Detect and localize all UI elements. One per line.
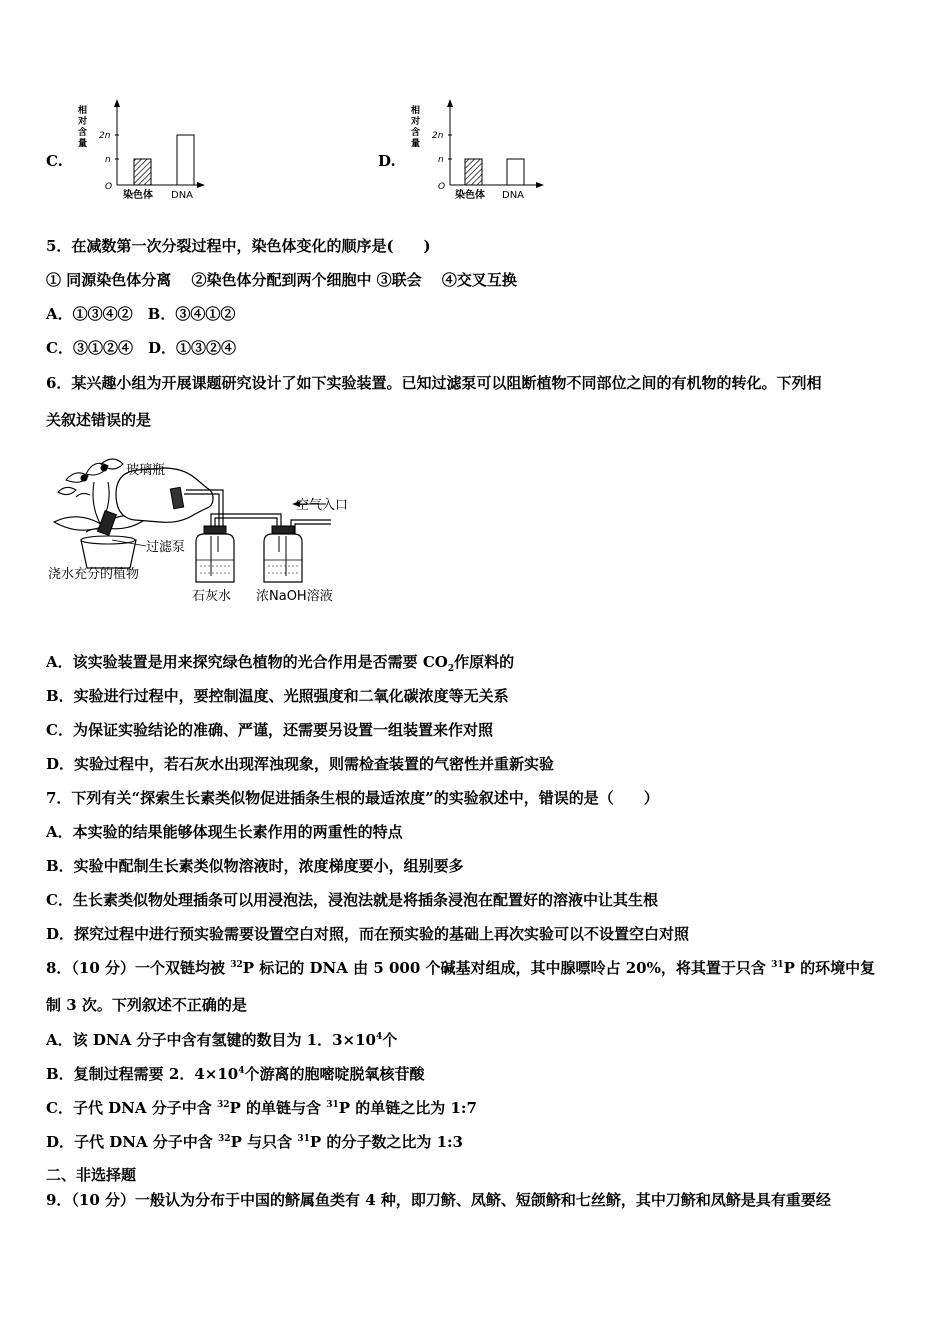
q5-stem: 5．在减数第一次分裂过程中，染色体变化的顺序是( ) [46, 237, 431, 255]
q7-option-c: C．生长素类似物处理插条可以用浸泡法，浸泡法就是将插条浸泡在配置好的溶液中让其生根 [46, 891, 658, 909]
y-axis-label [410, 104, 420, 149]
bar-chromosome [134, 159, 151, 185]
q8-option-d-text: D．子代 DNA 分子中含 [46, 1133, 219, 1151]
y-label-char: 相 [411, 106, 421, 116]
option-d-label: D. [378, 152, 396, 170]
tick-label-n: n [438, 155, 444, 165]
y-axis-arrow [447, 99, 453, 107]
q8-stem-part: P 标记的 DNA 由 5 000 个碱基对组成，其中腺嘌呤占 20%，将其置于只含 [242, 959, 772, 977]
q5-items: ① 同源染色体分离 ②染色体分配到两个细胞中 ③联会 ④交叉互换 [46, 271, 517, 289]
q6-option-c: C．为保证实验结论的准确、严谨，还需要另设置一组装置来作对照 [46, 721, 493, 739]
q8-sup-31: 31 [771, 960, 784, 970]
x-label-dna: DNA [502, 190, 525, 200]
label-air-inlet: 空气入口 [296, 498, 349, 513]
x-label-chromosome: 染色体 [123, 190, 153, 200]
q8-stem-part: 8．（10 分）一个双链均被 [46, 959, 231, 977]
q8-option-c-tail: P 的单链之比为 1:7 [338, 1099, 477, 1117]
x-axis-arrow [197, 182, 205, 188]
q5-options-ab: A．①③④② B．③④①② [46, 305, 236, 323]
label-plant: 浇水充分的植物 [48, 567, 140, 582]
label-filter-pump: 过滤泵 [146, 540, 186, 555]
q8-option-d-text: P 与只含 [230, 1133, 298, 1151]
y-label-char: 含 [411, 128, 421, 138]
q8-option-a-tail: 个 [382, 1031, 398, 1049]
air-inlet-tube [291, 520, 331, 534]
q7-stem: 7．下列有关“探索生长素类似物促进插条生根的最适浓度”的实验叙述中，错误的是（ ） [46, 789, 659, 807]
experiment-apparatus-figure [46, 452, 376, 612]
q8-sup-31: 31 [297, 1134, 310, 1144]
q7-option-d: D．探究过程中进行预实验需要设置空白对照，而在预实验的基础上再次实验可以不设置空白对照 [46, 925, 690, 943]
x-axis-arrow [536, 182, 544, 188]
origin-label: O [438, 182, 446, 192]
q8-stem-line1 [46, 958, 875, 978]
q9-stem-line1: 9．（10 分）一般认为分布于中国的鲚属鱼类有 4 种，即刀鲚、凤鲚、短颌鲚和七丝鲚，其中刀鲚和凤鲚是具有重要经 [46, 1191, 831, 1209]
q6-stem-line2: 关叙述错误的是 [46, 411, 152, 429]
option-c-label: C. [46, 152, 63, 170]
tick-label-n: n [105, 155, 111, 165]
label-naoh: 浓NaOH溶液 [256, 589, 333, 604]
q5-options-cd: C．③①②④ D．①③②④ [46, 339, 236, 357]
q8-option-b-text: B．复制过程需要 2．4×10 [46, 1065, 239, 1083]
label-glass-bottle: 玻璃瓶 [126, 463, 166, 478]
chart-d [408, 95, 548, 200]
q8-sup-32: 32 [218, 1134, 231, 1144]
y-label-char: 对 [411, 117, 421, 127]
q8-option-d [46, 1132, 463, 1152]
tick-label-2n: 2n [99, 131, 111, 141]
q6-option-b: B．实验进行过程中，要控制温度、光照强度和二氧化碳浓度等无关系 [46, 687, 509, 705]
section-heading-non-choice: 二、非选择题 [46, 1166, 137, 1184]
q8-option-b-sup: 4 [238, 1066, 245, 1076]
q8-option-b-tail: 个游离的胞嘧啶脱氧核苷酸 [244, 1065, 425, 1083]
q7-option-a: A．本实验的结果能够体现生长素作用的两重性的特点 [46, 823, 403, 841]
q6-stem-line1: 6．某兴趣小组为开展课题研究设计了如下实验装置。已知过滤泵可以阻断植物不同部位之间的有机物的转化。下列相 [46, 374, 822, 392]
limewater-jar [196, 526, 234, 582]
q8-option-a-text: A．该 DNA 分子中含有氢键的数目为 1．3×10 [46, 1031, 376, 1049]
bar-dna [507, 159, 524, 185]
y-label-char: 相 [78, 106, 88, 116]
q8-option-b [46, 1064, 425, 1084]
q7-option-b: B．实验中配制生长素类似物溶液时，浓度梯度要小，组别要多 [46, 857, 464, 875]
bar-chromosome [465, 159, 482, 185]
tick-label-2n: 2n [432, 131, 444, 141]
chart-c [75, 95, 205, 200]
naoh-jar [264, 526, 302, 582]
y-axis-arrow [114, 99, 120, 107]
x-label-dna: DNA [171, 190, 194, 200]
label-limewater: 石灰水 [192, 589, 232, 604]
q6-option-d: D．实验过程中，若石灰水出现浑浊现象，则需检查装置的气密性并重新实验 [46, 755, 555, 773]
q8-sup-32: 32 [216, 1100, 230, 1110]
y-label-char: 含 [78, 128, 88, 138]
origin-label: O [105, 182, 113, 192]
q8-sup-31: 31 [326, 1100, 339, 1110]
q8-option-c [46, 1098, 477, 1118]
q8-stem-part: P 的环境中复 [783, 959, 876, 977]
x-label-chromosome: 染色体 [455, 190, 485, 200]
filter-pump [98, 511, 117, 536]
q8-option-c-text: C．子代 DNA 分子中含 [46, 1099, 217, 1117]
bar-dna [177, 135, 194, 185]
q8-option-a-sup: 4 [375, 1032, 383, 1042]
q8-stem-line2: 制 3 次。下列叙述不正确的是 [46, 996, 247, 1014]
q6-option-a-subscript: 2 [447, 664, 455, 674]
q6-option-a [46, 652, 514, 672]
y-axis-label [77, 104, 87, 149]
y-label-char: 量 [78, 139, 88, 149]
y-label-char: 对 [78, 117, 88, 127]
q8-sup-32: 32 [230, 960, 243, 970]
q8-option-a [46, 1030, 397, 1050]
q8-option-d-tail: P 的分子数之比为 1:3 [309, 1133, 463, 1151]
q8-option-c-text: P 的单链与含 [229, 1099, 327, 1117]
q6-option-a-tail: 作原料的 [454, 653, 515, 671]
y-label-char: 量 [411, 139, 421, 149]
q6-option-a-text: A．该实验装置是用来探究绿色植物的光合作用是否需要 CO [46, 653, 448, 671]
